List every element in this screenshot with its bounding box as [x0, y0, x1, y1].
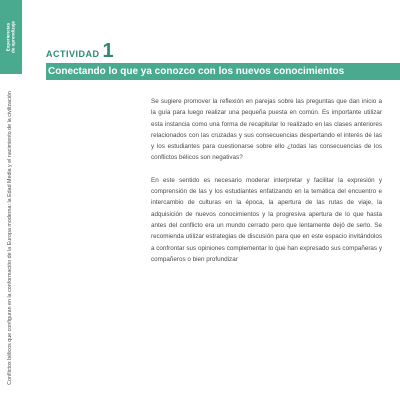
activity-header: [46, 36, 386, 80]
paragraph: Se sugiere promover la reflexión en parejas sobre las preguntas que dan inicio a la guía para luego realizar una pequeña puesta en común. Es importante utilizar esta instancia como una forma de recapitular lo realizado en las clases anteriores relacionados con las cruzadas y sus consecuencias despertando el interés de las y los estudiantes para cuestionarse sobre ello ¿todas las consecuencias de los conflictos bélicos son negativas?: [151, 98, 382, 162]
activity-label: ACTIVIDAD: [46, 49, 100, 59]
paragraph: En este sentido es necesario moderar interpretar y facilitar la expresión y comprensión de las y los estudiantes enfatizando en la temática del encuentro e intercambio de culturas en la época, la apertura de las rutas de viaje, la adquisición de nuevos conocimientos y la progresiva apertura de lo que hasta antes del conflicto era un mundo cerrado pero que lentamente dejó de serlo. Se recomienda utilizar estrategias de discusión para que en este espacio invitándolos a confrontar sus opiniones complementar lo que han expresado sus compañeras y compañeros o bien profundizar: [151, 176, 382, 263]
sidebar: [0, 0, 24, 400]
sidebar-chapter-title: Conflictos bélicos que configuran en la conformación de la Europa moderna: la Edad Media y el nacimiento de la civilización: [7, 91, 13, 385]
title-bar: [46, 63, 400, 80]
body-text: [151, 96, 382, 276]
sidebar-section-tab: [0, 0, 22, 74]
page-title: Conectando lo que ya conozco con los nuevos conocimientos: [48, 66, 345, 77]
activity-heading: [46, 36, 386, 62]
sidebar-tab-label: Experiencias de aprendizaje: [5, 21, 16, 53]
activity-number: 1: [102, 40, 114, 62]
